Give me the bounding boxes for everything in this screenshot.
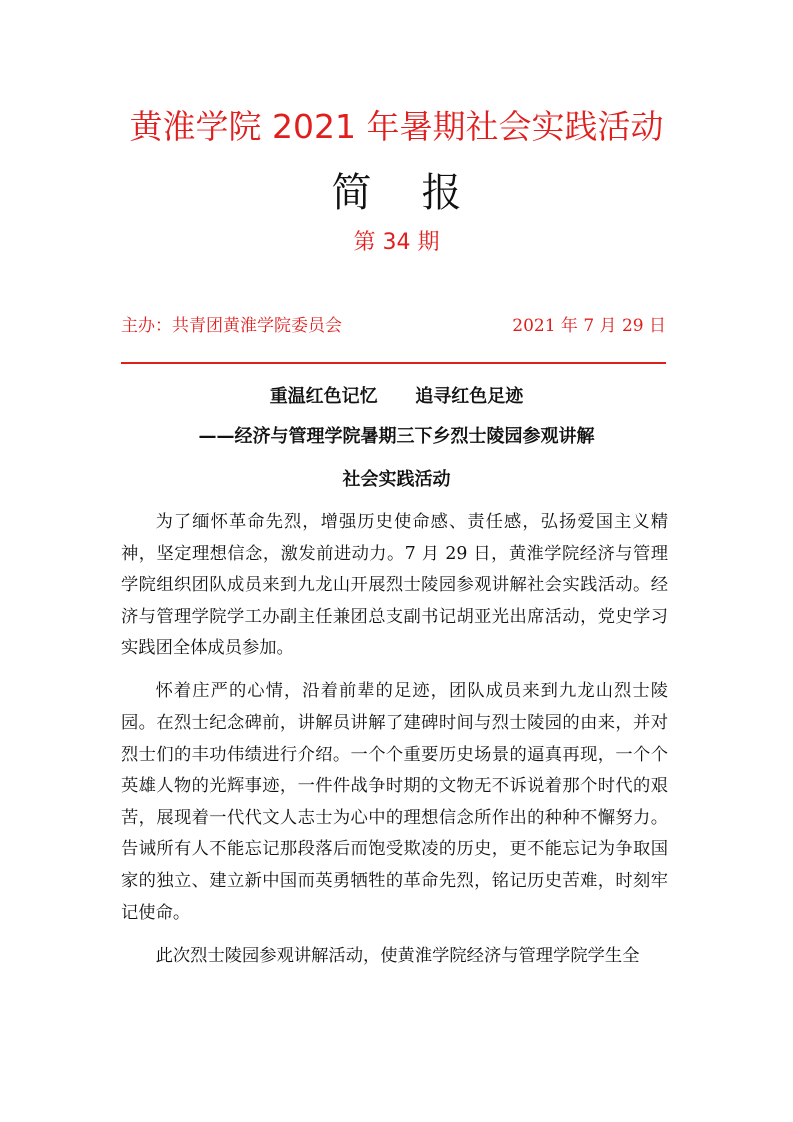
meta-row	[121, 312, 666, 340]
article-paragraph-3: 此次烈士陵园参观讲解活动，使黄淮学院经济与管理学院学生全	[155, 945, 640, 966]
article-body	[121, 507, 668, 983]
article-paragraph-2: 怀着庄严的心情，沿着前辈的足迹，团队成员来到九龙山烈士陵园。在烈士纪念碑前，讲解员讲解了建碑时间与烈士陵园的由来，并对烈士们的丰功伟绩进行介绍。一个个重要历史场景的逼真再现，一个个英雄人物的光辉事迹，一件件战争时期的文物无不诉说着那个时代的艰苦，展现着一代代文人志士为心中的理想信念所作出的种种不懈努力。告诫所有人不能忘记那段落后而饱受欺凌的历史，更不能忘记为争取国家的独立、建立新中国而英勇牺牲的革命先烈，铭记历史苦难，时刻牢记使命。	[121, 681, 668, 923]
bulletin-title: 黄淮学院 2021 年暑期社会实践活动	[129, 107, 664, 146]
article-paragraph-1: 为了缅怀革命先烈，增强历史使命感、责任感，弘扬爱国主义精神，坚定理想信念，激发前进动力。7 月 29 日，黄淮学院经济与管理学院组织团队成员来到九龙山开展烈士陵园参观讲解社会实践活动。经济与管理学院学工办副主任兼团总支副书记胡亚光出席活动，党史学习实践团全体成员参加。	[121, 512, 668, 659]
header-divider	[121, 362, 666, 364]
article-title-line-2: ——经济与管理学院暑期三下乡烈士陵园参观讲解	[198, 426, 595, 447]
bulletin-subtitle: 简报	[331, 170, 512, 216]
article-title-line-1: 重温红色记忆 追寻红色足迹	[269, 386, 524, 407]
organizer-label: 主办：共青团黄淮学院委员会	[121, 316, 342, 336]
publish-date: 2021 年 7 月 29 日	[512, 316, 666, 336]
article-title-line-3: 社会实践活动	[342, 469, 451, 490]
issue-number: 第 34 期	[353, 230, 440, 255]
